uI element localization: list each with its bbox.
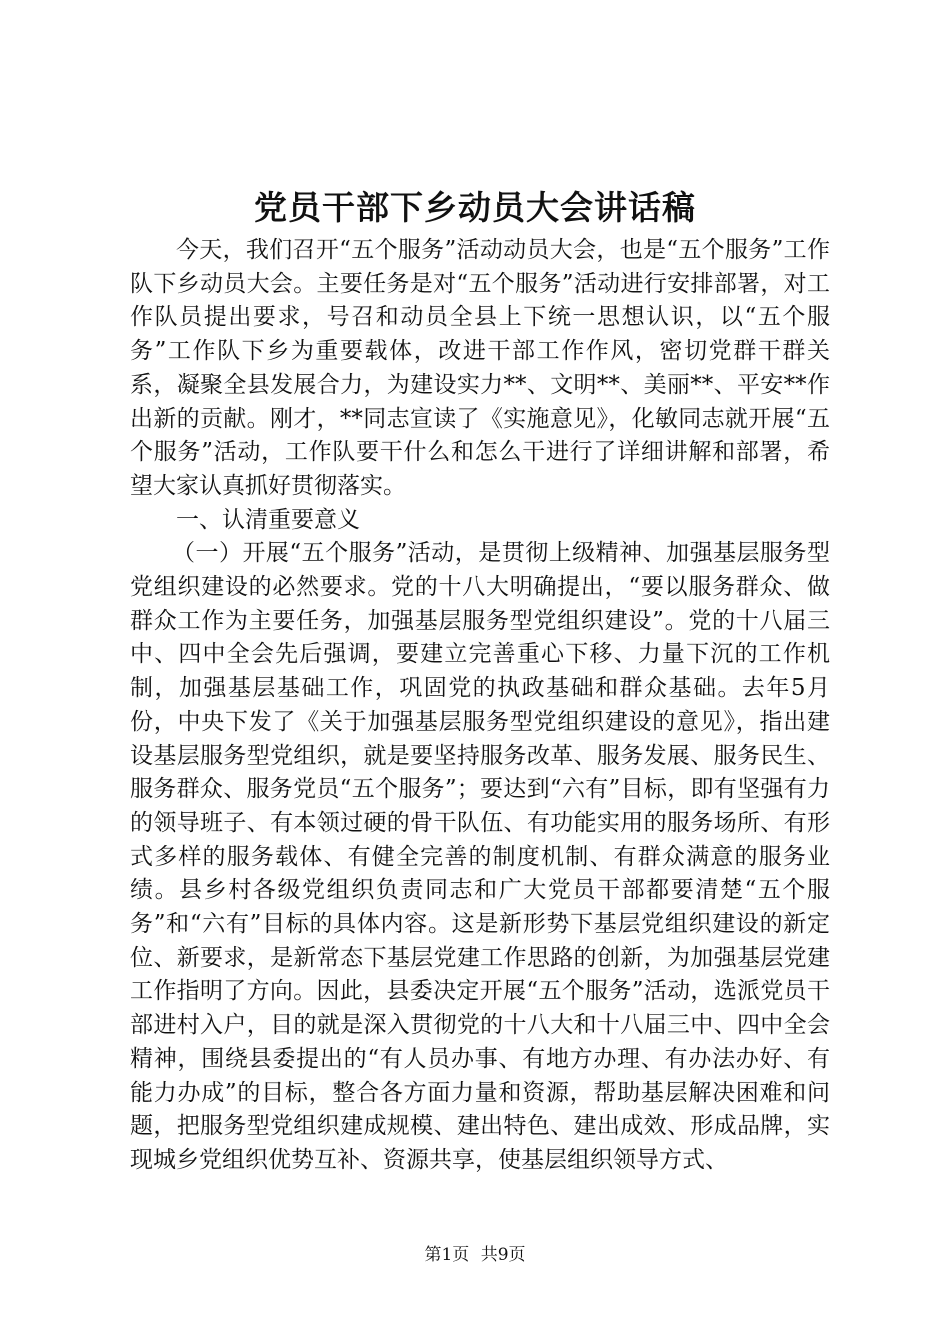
section-heading: 一、认清重要意义: [176, 506, 360, 533]
page-number: 第1页: [424, 1245, 470, 1265]
paragraph-section-1: （一）开展“五个服务”活动，是贯彻上级精神、加强基层服务型党组织建设的必然要求。党的十八大明确提出，“要以服务群众、做群众工作为主要任务，加强基层服务型党组织建设”。党的十八届三中、四中全会先后强调，要建立完善重心下移、力量下沉的工作机制，加强基层基础工作，巩固党的执政基础和群众基础。去年5月份，中央下发了《关于加强基层服务型党组织建设的意见》，指出建设基层服务型党组织，就是要坚持服务改革、服务发展、服务民生、服务群众、服务党员“五个服务”；要达到“六有”目标，即有坚强有力的领导班子、有本领过硬的骨干队伍、有功能实用的服务场所、有形式多样的服务载体、有健全完善的制度机制、有群众满意的服务业绩。县乡村各级党组织负责同志和广大党员干部都要清楚“五个服务”和“六有”目标的具体内容。这是新形势下基层党组织建设的新定位、新要求，是新常态下基层党建工作思路的创新，为加强基层党建工作指明了方向。因此，县委决定开展“五个服务”活动，选派党员干部进村入户，目的就是深入贯彻党的十八大和十八届三中、四中全会精神，围绕县委提出的“有人员办事、有地方办理、有办法办好、有能力办成”的目标，整合各方面力量和资源，帮助基层解决困难和问题，把服务型党组织建成规模、建出特色、建出成效、形成品牌，实现城乡党组织优势互补、资源共享，使基层组织领导方式、: [130, 540, 830, 1173]
document-title: 党员干部下乡动员大会讲话稿: [254, 188, 696, 227]
paragraph-intro: 今天，我们召开“五个服务”活动动员大会，也是“五个服务”工作队下乡动员大会。主要任务是对“五个服务”活动进行安排部署，对工作队员提出要求，号召和动员全县上下统一思想认识，以“五个服务”工作队下乡为重要载体，改进干部工作作风，密切党群干群关系，凝聚全县发展合力，为建设实力**、文明**、美丽**、平安**作出新的贡献。刚才，**同志宣读了《实施意见》，化敏同志就开展“五个服务”活动，工作队要干什么和怎么干进行了详细讲解和部署，希望大家认真抓好贯彻落实。: [130, 237, 830, 499]
page-footer: [0, 1244, 950, 1266]
document-body: [130, 234, 830, 1178]
page-total: 共9页: [480, 1245, 526, 1265]
